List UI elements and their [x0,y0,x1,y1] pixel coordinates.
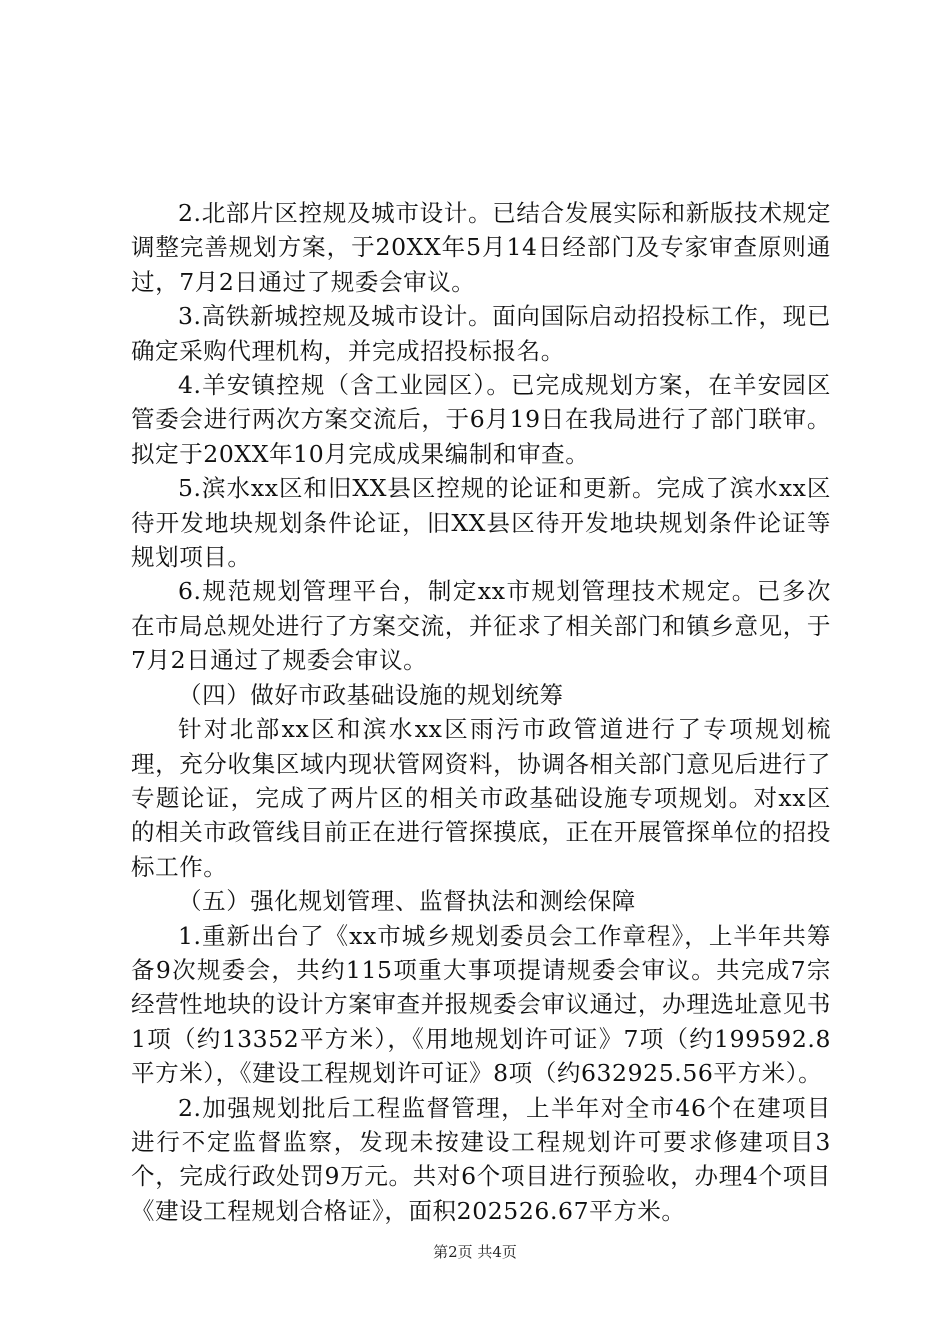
paragraph-municipal-planning: 针对北部xx区和滨水xx区雨污市政管道进行了专项规划梳理，充分收集区域内现状管网资料，协调各相关部门意见后进行了专题论证，完成了两片区的相关市政基础设施专项规划。对xx区的相关市政管线目前正在进行管探摸底，正在开展管探单位的招投标工作。 [131,715,831,881]
section-heading-4: （四）做好市政基础设施的规划统筹 [178,680,564,709]
paragraph-item-5-waterfront: 5.滨水xx区和旧XX县区控规的论证和更新。完成了滨水xx区待开发地块规划条件论证，旧XX县区待开发地块规划条件论证等规划项目。 [131,474,831,572]
paragraph-item-2-north-district: 2.北部片区控规及城市设计。已结合发展实际和新版技术规定调整完善规划方案，于20XX年5月14日经部门及专家审查原则通过，7月2日通过了规委会审议。 [131,199,831,296]
paragraph-item-6-platform: 6.规范规划管理平台，制定xx市规划管理技术规定。已多次在市局总规处进行了方案交流，并征求了相关部门和镇乡意见，于7月2日通过了规委会审议。 [131,577,831,675]
paragraph-item-4-yangan-town: 4.羊安镇控规（含工业园区）。已完成规划方案，在羊安园区管委会进行两次方案交流后，于6月19日在我局进行了部门联审。拟定于20XX年10月完成成果编制和审查。 [131,371,831,468]
paragraph-item-2-supervision: 2.加强规划批后工程监督管理，上半年对全市46个在建项目进行不定监督监察，发现未按建设工程规划许可要求修建项目3个，完成行政处罚9万元。共对6个项目进行预验收，办理4个项目《建设工程规划合格证》，面积202526.67平方米。 [131,1093,831,1225]
section-heading-5: （五）强化规划管理、监督执法和测绘保障 [178,887,636,916]
paragraph-item-3-high-speed-rail: 3.高铁新城控规及城市设计。面向国际启动招投标工作，现已确定采购代理机构，并完成招投标报名。 [131,302,831,365]
page-number-footer: 第2页 共4页 [433,1243,517,1261]
paragraph-item-1-committee: 1.重新出台了《xx市城乡规划委员会工作章程》，上半年共筹备9次规委会，共约115项重大事项提请规委会审议。共完成7宗经营性地块的设计方案审查并报规委会审议通过，办理选址意见书1项（约13352平方米），《用地规划许可证》7项（约199592.8平方米），《建设工程规划许可证》8项（约632925.56平方米）。 [131,921,831,1088]
document-body [131,196,831,1228]
